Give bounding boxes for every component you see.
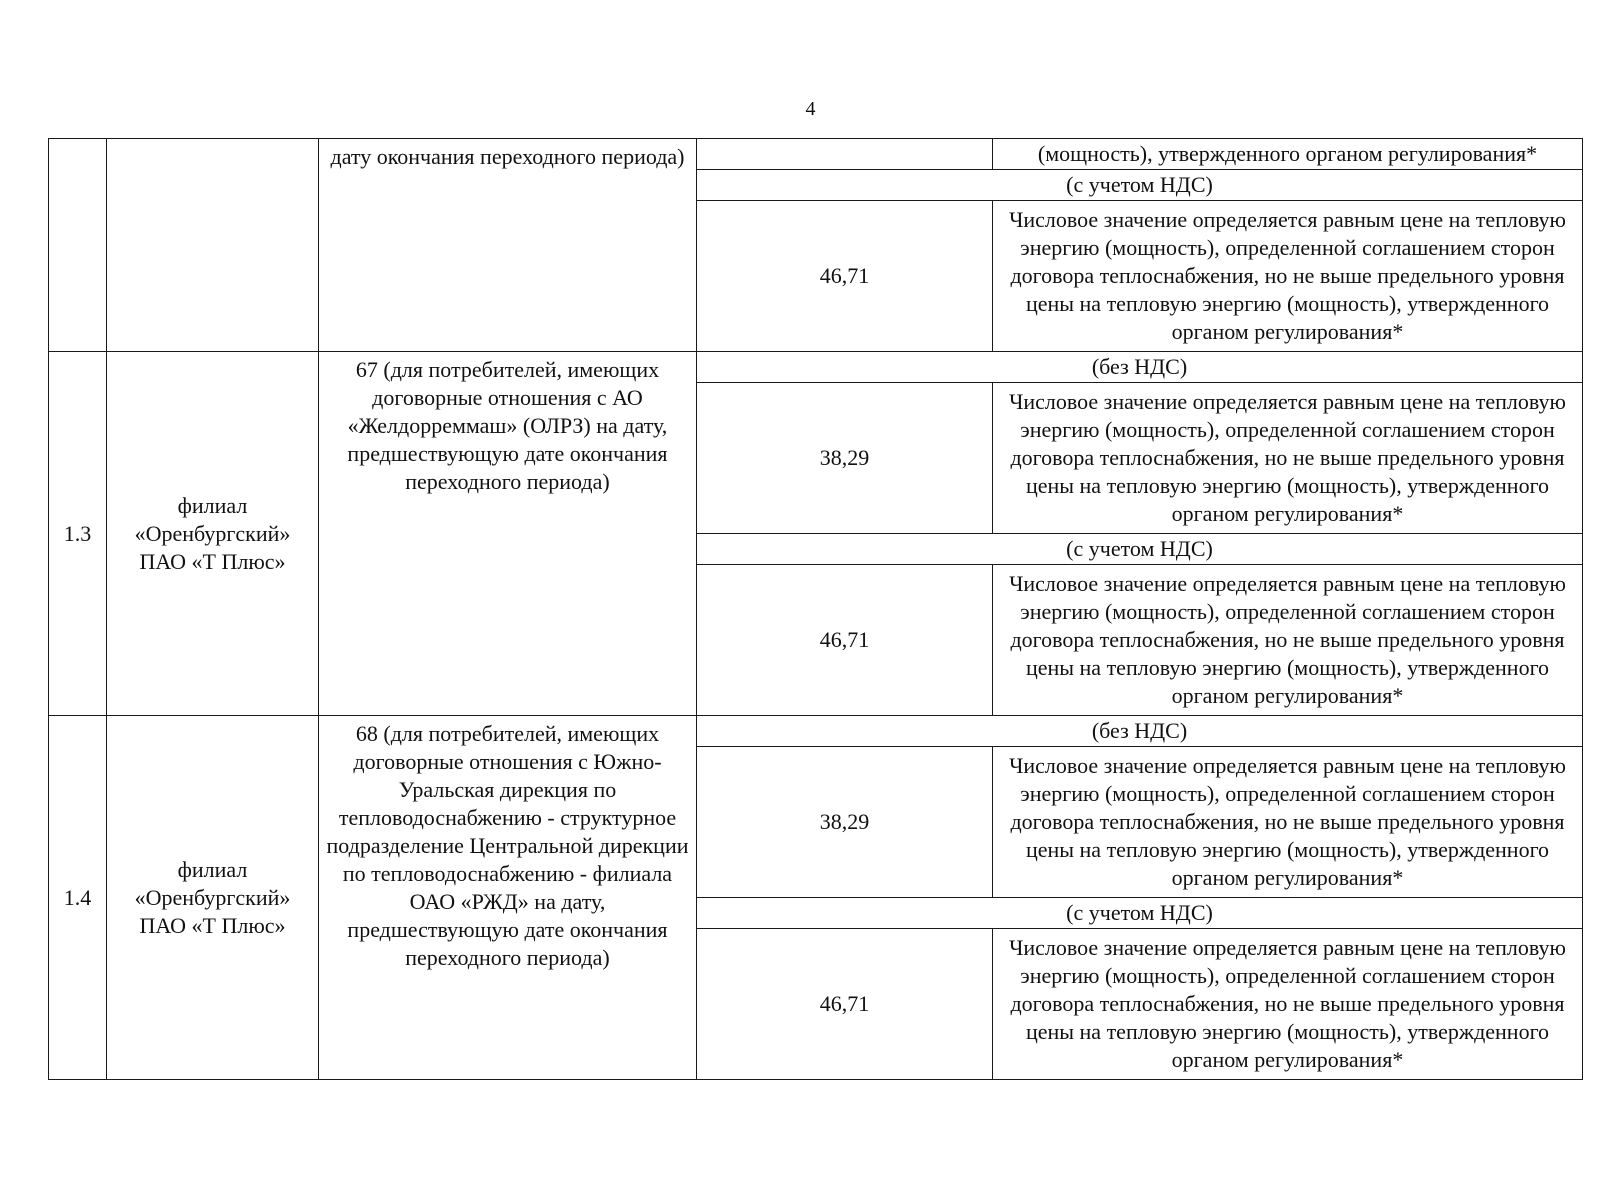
value-cell: 46,71	[697, 201, 993, 352]
num-cell: 1.3	[49, 352, 107, 716]
vat-label: (с учетом НДС)	[697, 898, 1583, 929]
org-cell: филиал «Оренбургский» ПАО «Т Плюс»	[107, 716, 319, 1080]
note-cell: Числовое значение определяется равным цене на тепловую энергию (мощность), определенной соглашением сторон договора теплоснабжения, но не выше предельного уровня цены на тепловую энергию (мощность), утвержденного органом регулирования*	[993, 565, 1583, 716]
note-cell: Числовое значение определяется равным цене на тепловую энергию (мощность), определенной соглашением сторон договора теплоснабжения, но не выше предельного уровня цены на тепловую энергию (мощность), утвержденного органом регулирования*	[993, 383, 1583, 534]
note-cell: Числовое значение определяется равным цене на тепловую энергию (мощность), определенной соглашением сторон договора теплоснабжения, но не выше предельного уровня цены на тепловую энергию (мощность), утвержденного органом регулирования*	[993, 747, 1583, 898]
value-cell	[697, 139, 993, 170]
value-cell: 38,29	[697, 747, 993, 898]
org-cell	[107, 139, 319, 352]
num-cell	[49, 139, 107, 352]
table-row	[49, 352, 1583, 383]
table-row	[49, 716, 1583, 747]
org-cell: филиал «Оренбургский» ПАО «Т Плюс»	[107, 352, 319, 716]
vat-label: (с учетом НДС)	[697, 534, 1583, 565]
note-cell: (мощность), утвержденного органом регулирования*	[993, 139, 1583, 170]
value-cell: 46,71	[697, 929, 993, 1080]
tariff-table	[48, 138, 1583, 1080]
table-row	[49, 139, 1583, 170]
consumer-cell: 67 (для потребителей, имеющих договорные отношения с АО «Желдорреммаш» (ОЛРЗ) на дату, предшествующую дате окончания переходного периода)	[319, 352, 697, 716]
num-cell: 1.4	[49, 716, 107, 1080]
note-cell: Числовое значение определяется равным цене на тепловую энергию (мощность), определенной соглашением сторон договора теплоснабжения, но не выше предельного уровня цены на тепловую энергию (мощность), утвержденного органом регулирования*	[993, 929, 1583, 1080]
vat-label: (с учетом НДС)	[697, 170, 1583, 201]
consumer-cell: дату окончания переходного периода)	[319, 139, 697, 352]
consumer-cell: 68 (для потребителей, имеющих договорные отношения с Южно-Уральская дирекция по тепловодоснабжению - структурное подразделение Центральной дирекции по тепловодоснабжению - филиала ОАО «РЖД» на дату, предшествующую дате окончания переходного периода)	[319, 716, 697, 1080]
value-cell: 38,29	[697, 383, 993, 534]
note-cell: Числовое значение определяется равным цене на тепловую энергию (мощность), определенной соглашением сторон договора теплоснабжения, но не выше предельного уровня цены на тепловую энергию (мощность), утвержденного органом регулирования*	[993, 201, 1583, 352]
page-number: 4	[805, 98, 816, 120]
value-cell: 46,71	[697, 565, 993, 716]
no-vat-label: (без НДС)	[697, 352, 1583, 383]
no-vat-label: (без НДС)	[697, 716, 1583, 747]
